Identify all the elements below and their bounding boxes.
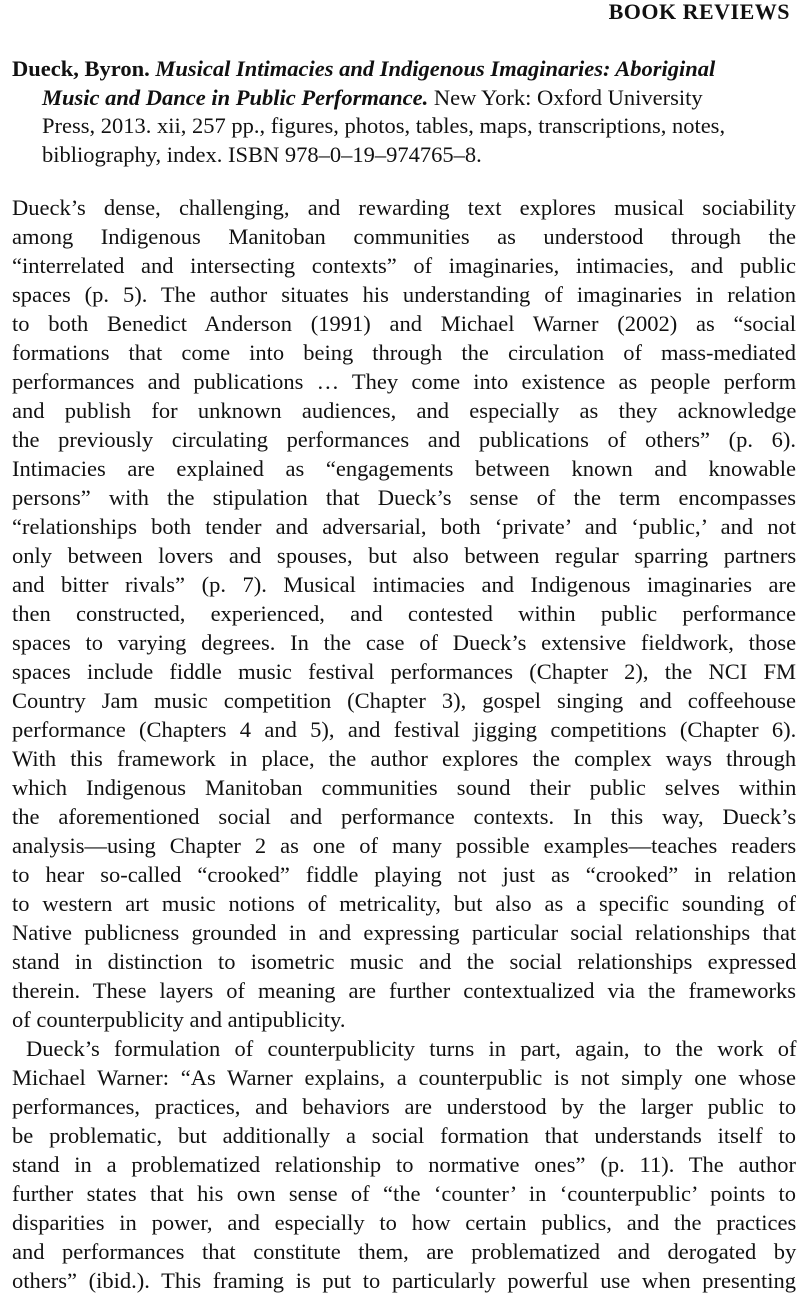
- paragraph-2-line: stand in a problematized relationship to normative ones” (p. 11). The author: [12, 1152, 796, 1177]
- paragraph-1-line: Country Jam music competition (Chapter 3), gospel singing and coffeehouse: [12, 688, 796, 713]
- book-citation: [12, 55, 796, 169]
- citation-title-part-1: Musical Intimacies and Indigenous Imaginaries: Aboriginal: [155, 56, 716, 81]
- paragraph-1-line: spaces include fiddle music festival performances (Chapter 2), the NCI FM: [12, 659, 796, 684]
- paragraph-1-line: Dueck’s dense, challenging, and rewarding text explores musical sociability: [12, 195, 796, 220]
- paragraph-1-line: stand in distinction to isometric music and the social relationships expressed: [12, 949, 797, 974]
- paragraph-2-line: and performances that constitute them, are problematized and derogated by: [12, 1239, 797, 1264]
- citation-title-part-2: Music and Dance in Public Performance.: [42, 84, 429, 110]
- review-body: [12, 193, 796, 1295]
- paragraph-2: [12, 1034, 796, 1295]
- paragraph-1-line: and publish for unknown audiences, and especially as they acknowledge: [12, 398, 797, 423]
- citation-publisher-location: New York: Oxford University: [428, 84, 703, 110]
- paragraph-2-line: Dueck’s formulation of counterpublicity turns in part, again, to the work of: [26, 1036, 797, 1061]
- paragraph-1-line: of counterpublicity and antipublicity.: [12, 1007, 346, 1032]
- paragraph-1-line: then constructed, experienced, and contested within public performance: [12, 601, 796, 626]
- paragraph-1-line: “interrelated and intersecting contexts” of imaginaries, intimacies, and public: [12, 253, 796, 278]
- running-head: BOOK REVIEWS: [608, 0, 790, 24]
- paragraph-2-line: disparities in power, and especially to how certain publics, and the practices: [12, 1210, 797, 1235]
- paragraph-1-line: among Indigenous Manitoban communities as understood through the: [12, 224, 796, 249]
- paragraph-1-line: therein. These layers of meaning are further contextualized via the frameworks: [12, 978, 796, 1003]
- paragraph-1-line: to both Benedict Anderson (1991) and Michael Warner (2002) as “social: [12, 311, 796, 336]
- paragraph-2-line: be problematic, but additionally a social formation that understands itself to: [12, 1123, 796, 1148]
- citation-author: Dueck, Byron.: [12, 56, 150, 81]
- paragraph-1-line: the previously circulating performances and publications of others” (p. 6).: [12, 427, 796, 452]
- paragraph-1-line: formations that come into being through the circulation of mass-mediated: [12, 340, 796, 365]
- paragraph-1-line: analysis—using Chapter 2 as one of many possible examples—teaches readers: [12, 833, 797, 858]
- paragraph-1-line: to hear so-called “crooked” fiddle playing not just as “crooked” in relation: [12, 862, 797, 887]
- paragraph-1-line: which Indigenous Manitoban communities sound their public selves within: [12, 775, 797, 800]
- paragraph-2-line: further states that his own sense of “the ‘counter’ in ‘counterpublic’ points to: [12, 1181, 797, 1206]
- paragraph-1-line: performances and publications … They come into existence as people perform: [12, 369, 797, 394]
- citation-line-2: [12, 84, 796, 113]
- paragraph-1: [12, 193, 796, 1034]
- paragraph-1-line: Native publicness grounded in and expressing particular social relationships that: [12, 920, 797, 945]
- paragraph-2-line: others” (ibid.). This framing is put to particularly powerful use when presenting: [12, 1268, 796, 1293]
- paragraph-1-line: persons” with the stipulation that Dueck’s sense of the term encompasses: [12, 485, 796, 510]
- paragraph-1-line: only between lovers and spouses, but also between regular sparring partners: [12, 543, 797, 568]
- paragraph-1-line: spaces to varying degrees. In the case of Dueck’s extensive fieldwork, those: [12, 630, 797, 655]
- paragraph-1-line: Intimacies are explained as “engagements between known and knowable: [12, 456, 796, 481]
- paragraph-1-line: “relationships both tender and adversarial, both ‘private’ and ‘public,’ and not: [12, 514, 796, 539]
- paragraph-1-line: With this framework in place, the author explores the complex ways through: [12, 746, 797, 771]
- paragraph-2-line: Michael Warner: “As Warner explains, a counterpublic is not simply one whose: [12, 1065, 796, 1090]
- paragraph-2-line: performances, practices, and behaviors are understood by the larger public to: [12, 1094, 797, 1119]
- paragraph-1-line: the aforementioned social and performance contexts. In this way, Dueck’s: [12, 804, 797, 829]
- citation-line-3: Press, 2013. xii, 257 pp., figures, photos, tables, maps, transcriptions, notes,: [42, 113, 726, 138]
- paragraph-1-line: to western art music notions of metricality, but also as a specific sounding of: [12, 891, 796, 916]
- citation-line-1: [12, 55, 796, 84]
- paragraph-1-line: spaces (p. 5). The author situates his understanding of imaginaries in relation: [12, 282, 796, 307]
- citation-line-4: bibliography, index. ISBN 978–0–19–974765–8.: [42, 141, 482, 167]
- paragraph-1-line: performance (Chapters 4 and 5), and festival jigging competitions (Chapter 6).: [12, 717, 797, 742]
- paragraph-1-line: and bitter rivals” (p. 7). Musical intimacies and Indigenous imaginaries are: [12, 572, 796, 597]
